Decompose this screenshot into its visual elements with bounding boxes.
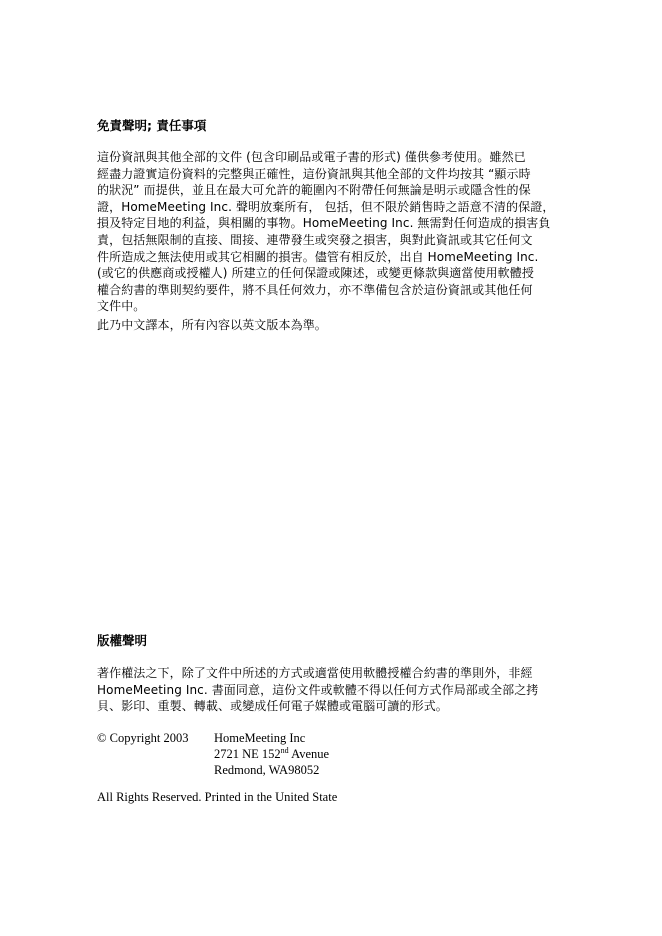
company-address [214, 730, 329, 778]
ordinal-suffix: nd [280, 745, 289, 755]
copyright-line: 著作權法之下，除了文件中所述的方式或適當使用軟體授權合約書的準則外，非經 [97, 666, 533, 680]
street-address [214, 746, 329, 762]
rights-statement: All Rights Reserved. Printed in the United State [97, 790, 338, 804]
disclaimer-line: 文件中。 [97, 299, 146, 314]
disclaimer-line: 權合約書的準則契約要件，將不具任何效力，亦不準備包含於這份資訊或其他任何 [97, 282, 533, 297]
copyright-notice: © Copyright 2003 [97, 731, 189, 745]
translation-note: 此乃中文譯本，所有內容以英文版本為準。 [97, 318, 327, 332]
copyright-line: HomeMeeting Inc. 書面同意，這份文件或軟體不得以任何方式作局部或全部之拷 [97, 682, 539, 697]
disclaimer-line: 證，HomeMeeting Inc. 聲明放棄所有， 包括，但不限於銷售時之語意不清的保證， [97, 199, 555, 214]
disclaimer-heading: 免責聲明; 責任事項 [97, 118, 207, 133]
disclaimer-line: 這份資訊與其他全部的文件 (包含印刷品或電子書的形式) 僅供參考使用。雖然已 [97, 150, 526, 164]
disclaimer-line: 責，包括無限制的直接、間接、連帶發生或突發之損害，與對此資訊或其它任何文 [97, 232, 533, 247]
disclaimer-line: (或它的供應商或授權人) 所建立的任何保證或陳述，或變更條款與適當使用軟體授 [97, 266, 534, 281]
disclaimer-paragraph [97, 149, 567, 315]
disclaimer-line: 的狀況” 而提供，並且在最大可允許的範圍內不附帶任何無論是明示或隱含性的保 [97, 183, 531, 198]
copyright-heading: 版權聲明 [97, 633, 148, 648]
disclaimer-line: 損及特定目地的利益，與相關的事物。HomeMeeting Inc. 無需對任何造成的損害負 [97, 216, 551, 231]
street-number: 2721 NE 152 [214, 747, 281, 761]
street-name: Avenue [288, 747, 330, 761]
disclaimer-line: 經盡力證實這份資料的完整與正確性，這份資訊與其他全部的文件均按其 “顯示時 [97, 166, 531, 181]
copyright-paragraph [97, 665, 567, 715]
city-state-zip: Redmond, WA98052 [214, 763, 320, 777]
company-name: HomeMeeting Inc [214, 731, 306, 745]
copyright-line: 貝、影印、重製、轉載、或變成任何電子媒體或電腦可讀的形式。 [97, 699, 448, 714]
disclaimer-line: 件所造成之無法使用或其它相關的損害。儘管有相反於，出自 HomeMeeting Inc. [97, 249, 539, 264]
